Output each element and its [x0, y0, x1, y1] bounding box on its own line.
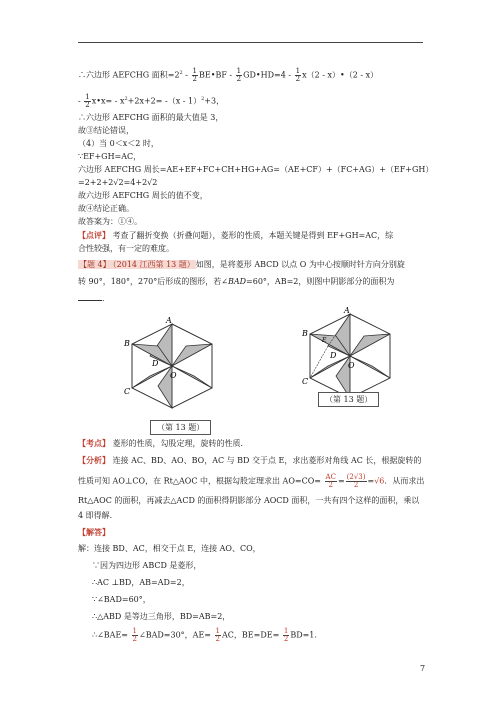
- solution-step-1: 解：连接 BD、AC，相交于点 E，连接 AO、CO，: [78, 544, 261, 553]
- knowledge-points: 【考点】 菱形的性质，勾股定理，旋转的性质．: [78, 438, 249, 448]
- solution-step-6: ∴∠BAE= $\frac{1}{2}$ ∠BAD=30°，AE= $\frac{1}{2}$ AC，BE=DE= $\frac{1}{2}$ BD=1．: [92, 627, 323, 643]
- blank-line: [78, 300, 102, 301]
- line-because: ∵EF+GH=AC，: [78, 152, 142, 161]
- question-source: （2014 江西第 13 题）: [112, 260, 195, 269]
- page-number: 7: [420, 664, 426, 673]
- answer-blank: ．: [78, 293, 110, 304]
- label-d: D: [152, 359, 159, 368]
- label-e: E: [322, 337, 327, 344]
- figure-2-caption: （第 13 题）: [318, 392, 379, 407]
- fraction-half: $\frac{1}{2}$: [236, 67, 242, 84]
- analysis-cont: Rt△AOC 的面积，再减去△ACD 的面积得阴影部分 AOCD 面积，一共有四个这样的面积，乘以: [78, 496, 420, 505]
- fraction-ac-over-root2: $\frac{AC}{2}$: [325, 473, 336, 489]
- label-c: C: [124, 387, 131, 396]
- solution-step-2: ∵因为四边形 ABCD 是菱形，: [92, 561, 202, 570]
- label-c-2: C: [302, 377, 309, 386]
- analysis-tag: 【分析】: [78, 455, 110, 465]
- fraction-half: $\frac{1}{2}$: [132, 627, 138, 643]
- label-b: B: [124, 339, 130, 348]
- label-a: A: [166, 316, 172, 325]
- line-max-area: ∴六边形 AEFCHG 面积的最大值是 3，: [78, 113, 224, 122]
- analysis-end: 4 即得解．: [78, 511, 118, 520]
- fraction-half: $\frac{1}{2}$: [192, 67, 197, 84]
- fraction-half: $\frac{1}{2}$: [295, 67, 301, 84]
- solution-heading: [78, 527, 110, 538]
- question-4-cont: 转 90°，180°，270°后形成的图形，若∠BAD=60°，AB=2，则图中阴影部分的面积为: [78, 277, 395, 286]
- line-perimeter-constant: 故六边形 AEFCHG 周长的值不变，: [78, 191, 208, 200]
- label-o: O: [170, 371, 177, 380]
- solution-step-5: ∴△ABD 是等边三角形，BD=AB=2，: [92, 612, 231, 621]
- fraction-2root3-over-2: $\frac{(2√3)}{2}$: [346, 473, 366, 489]
- figure-1-caption: （第 13 题）: [150, 420, 211, 435]
- question-tag: 【题 4】: [79, 260, 111, 269]
- question-4: 【题 4】 （2014 江西第 13 题）如图，是将菱形 ABCD 以点 O 为中心按顺时针方向分别旋: [79, 260, 405, 269]
- line-case-4: （4）当 0＜x＜2 时，: [78, 139, 159, 148]
- line-area-simplify: - $\frac{1}{2}$ x•x= - $x^2+2x+2= -(x - 1)^2+3$，: [78, 93, 225, 110]
- figure-1-rotated-rhombi: [112, 316, 232, 416]
- header-rule: [78, 42, 423, 43]
- line-area-formula: ∴六边形 AEFCHG 面积$=2^2$ - $\frac{1}{2}$ BE•BF - $\frac{1}{2}$ GD•HD=4 - $\frac{1}{2}$ x（2 - x）•（2 - x）: [78, 67, 379, 84]
- analysis-formula: 性质可知 AO⊥CO，在 Rt△AOC 中，根据勾股定理求出 AO=CO= $\frac{AC}{2}$ = $\frac{(2√3)}{2}$ =√6．从而求出: [78, 473, 425, 489]
- review-tag: 【点评】: [78, 230, 110, 240]
- line-answer: 故答案为：①④。: [78, 217, 142, 226]
- fraction-half: $\frac{1}{2}$: [283, 627, 289, 643]
- analysis-paragraph: 【分析】 连接 AC、BD、AO、BO，AC 与 BD 交于点 E，求出菱形对角线 AC 长，根据旋转的: [78, 455, 422, 465]
- line-perimeter-value: =2+2+2√2=4+2√2: [78, 178, 158, 187]
- label-d-2: D: [330, 351, 337, 360]
- review-paragraph: 【点评】 考查了翻折变换（折叠问题），菱形的性质，本题关键是得到 EF+GH=AC，综: [78, 230, 394, 240]
- line-conclusion-4: 故④结论正确。: [78, 204, 134, 213]
- knowledge-tag: 【考点】: [78, 438, 110, 448]
- line-perimeter: 六边形 AEFCHG 周长=AE+EF+FC+CH+HG+AG=（AE+CF）+（FC+AG）+（EF+GH）: [78, 165, 434, 174]
- label-a-2: A: [344, 306, 350, 315]
- fraction-half: $\frac{1}{2}$: [215, 627, 221, 643]
- solution-step-3: ∴AC ⊥BD，AB=AD=2，: [92, 578, 190, 587]
- label-o-2: O: [348, 361, 355, 370]
- solution-tag: 【解答】: [78, 527, 110, 537]
- label-b-2: B: [302, 329, 308, 338]
- fraction-half: $\frac{1}{2}$: [85, 93, 90, 110]
- review-paragraph-cont: 合性较强，有一定的难度。: [78, 244, 174, 253]
- solution-step-4: ∵∠BAD=60°，: [92, 595, 151, 604]
- line-conclusion-3: 故③结论错误，: [78, 126, 134, 135]
